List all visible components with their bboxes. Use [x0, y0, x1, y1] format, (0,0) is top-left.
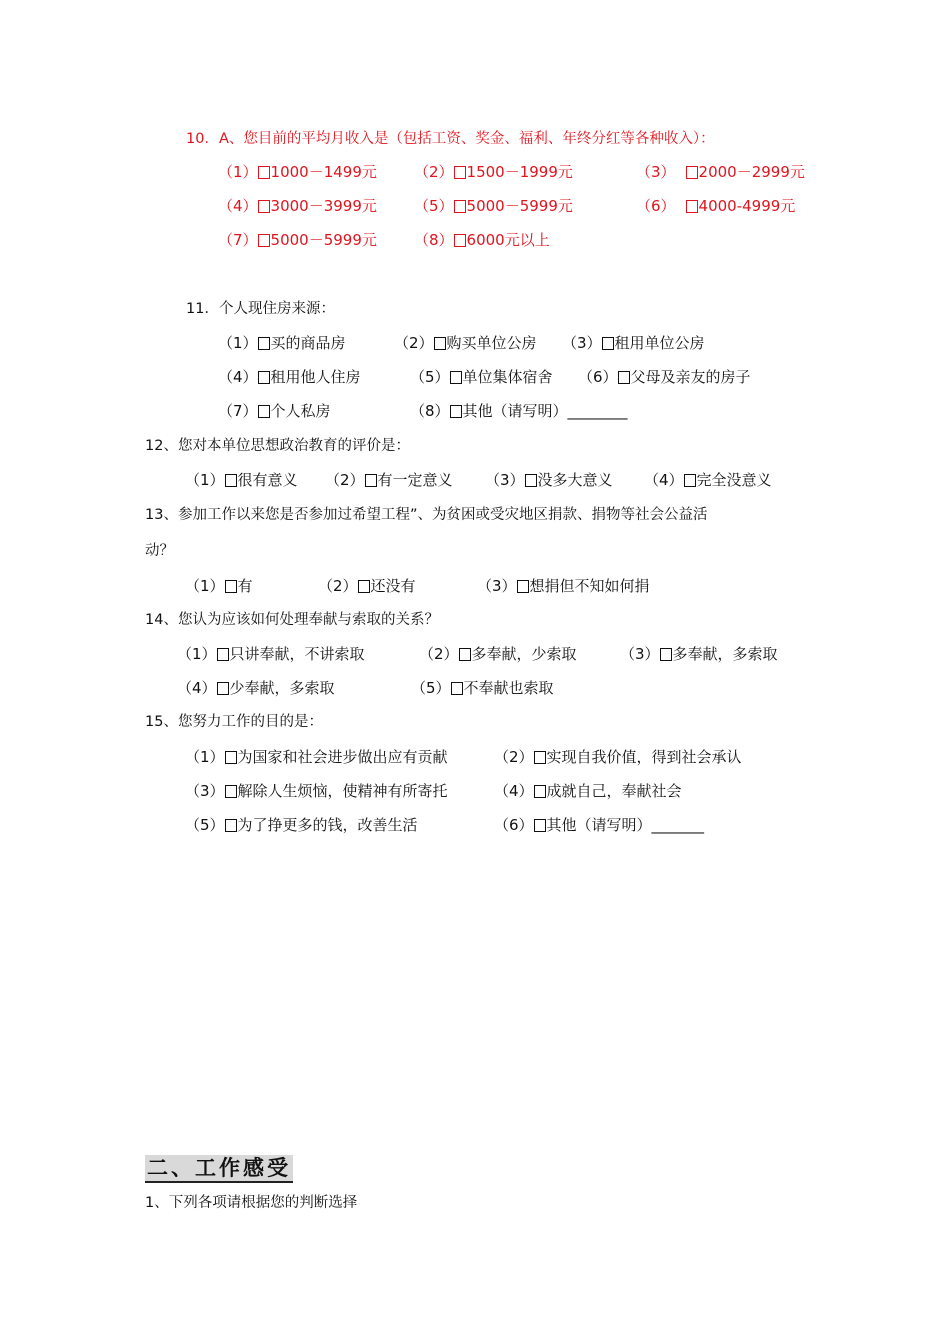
- q12-option-1[interactable]: （1） 很有意义: [185, 471, 298, 489]
- checkbox[interactable]: [451, 682, 463, 695]
- checkbox[interactable]: [454, 200, 466, 213]
- checkbox[interactable]: [258, 371, 270, 384]
- checkbox[interactable]: [686, 200, 698, 213]
- section-heading: 二、工作感受: [145, 1155, 293, 1183]
- checkbox[interactable]: [225, 785, 237, 798]
- checkbox[interactable]: [258, 405, 270, 418]
- q14-option-3[interactable]: （3） 多奉献，多索取: [620, 645, 778, 663]
- checkbox[interactable]: [602, 337, 614, 350]
- checkbox[interactable]: [450, 371, 462, 384]
- q13-option-3[interactable]: （3） 想捐但不知如何捐: [477, 577, 650, 595]
- q11-option-1[interactable]: （1） 买的商品房: [218, 334, 346, 352]
- checkbox[interactable]: [459, 648, 471, 661]
- q10-option-8[interactable]: （8） 6000元以上: [414, 231, 550, 249]
- question-15-title: 15、您努力工作的目的是：: [145, 714, 323, 730]
- q15-option-5[interactable]: （5） 为了挣更多的钱，改善生活: [185, 816, 418, 834]
- q15-option-2[interactable]: （2） 实现自我价值，得到社会承认: [494, 748, 742, 766]
- checkbox[interactable]: [217, 648, 229, 661]
- question-12-title: 12、您对本单位思想政治教育的评价是：: [145, 438, 410, 454]
- checkbox[interactable]: [258, 166, 270, 179]
- q13-option-2[interactable]: （2） 还没有: [318, 577, 416, 595]
- q11-option-7[interactable]: （7） 个人私房: [218, 402, 331, 420]
- checkbox[interactable]: [454, 166, 466, 179]
- q15-option-6[interactable]: （6） 其他（请写明）_______: [494, 816, 705, 834]
- checkbox[interactable]: [534, 751, 546, 764]
- q14-option-1[interactable]: （1） 只讲奉献，不讲索取: [177, 645, 365, 663]
- q15-option-3[interactable]: （3） 解除人生烦恼，使精神有所寄托: [185, 782, 448, 800]
- checkbox[interactable]: [365, 474, 377, 487]
- q10-option-5[interactable]: （5） 5000－5999元: [414, 197, 573, 215]
- checkbox[interactable]: [686, 166, 698, 179]
- question-11-title: 11．个人现住房来源：: [186, 301, 335, 317]
- checkbox[interactable]: [258, 337, 270, 350]
- q12-option-2[interactable]: （2） 有一定意义: [325, 471, 453, 489]
- checkbox[interactable]: [225, 580, 237, 593]
- q10-option-6[interactable]: （6） 4000-4999元: [636, 197, 796, 215]
- q10-option-4[interactable]: （4） 3000－3999元: [218, 197, 377, 215]
- q14-option-4[interactable]: （4） 少奉献，多索取: [177, 679, 335, 697]
- checkbox[interactable]: [258, 234, 270, 247]
- q12-option-3[interactable]: （3） 没多大意义: [485, 471, 613, 489]
- q11-option-2[interactable]: （2） 购买单位公房: [394, 334, 537, 352]
- q14-option-5[interactable]: （5） 不奉献也索取: [411, 679, 554, 697]
- checkbox[interactable]: [454, 234, 466, 247]
- question-13-title-continued: 动？: [145, 543, 174, 559]
- checkbox[interactable]: [525, 474, 537, 487]
- q11-option-3[interactable]: （3） 租用单位公房: [562, 334, 705, 352]
- checkbox[interactable]: [534, 819, 546, 832]
- q15-option-4[interactable]: （4） 成就自己，奉献社会: [494, 782, 682, 800]
- checkbox[interactable]: [618, 371, 630, 384]
- q10-option-1[interactable]: （1） 1000－1499元: [218, 163, 377, 181]
- checkbox[interactable]: [217, 682, 229, 695]
- q11-option-8[interactable]: （8） 其他（请写明）________: [410, 402, 628, 420]
- q10-option-3[interactable]: （3） 2000－2999元: [636, 163, 805, 181]
- checkbox[interactable]: [517, 580, 529, 593]
- checkbox[interactable]: [225, 474, 237, 487]
- checkbox[interactable]: [225, 751, 237, 764]
- q10-option-7[interactable]: （7） 5000－5999元: [218, 231, 377, 249]
- q13-option-1[interactable]: （1） 有: [185, 577, 253, 595]
- checkbox[interactable]: [225, 819, 237, 832]
- checkbox[interactable]: [660, 648, 672, 661]
- q14-option-2[interactable]: （2） 多奉献，少索取: [419, 645, 577, 663]
- question-13-title: 13、参加工作以来您是否参加过希望工程”、为贫困或受灾地区捐款、捐物等社会公益活: [145, 507, 708, 523]
- q15-option-1[interactable]: （1） 为国家和社会进步做出应有贡献: [185, 748, 448, 766]
- checkbox[interactable]: [358, 580, 370, 593]
- question-14-title: 14、您认为应该如何处理奉献与索取的关系？: [145, 612, 439, 628]
- q11-option-5[interactable]: （5） 单位集体宿舍: [410, 368, 553, 386]
- q11-option-4[interactable]: （4） 租用他人住房: [218, 368, 361, 386]
- question-10-title: 10．A、您目前的平均月收入是（包括工资、奖金、福利、年终分红等各种收入）：: [186, 131, 715, 147]
- q12-option-4[interactable]: （4） 完全没意义: [644, 471, 772, 489]
- checkbox[interactable]: [258, 200, 270, 213]
- section-2-item-1: 1、下列各项请根据您的判断选择: [145, 1195, 358, 1211]
- q11-option-6[interactable]: （6） 父母及亲友的房子: [578, 368, 751, 386]
- checkbox[interactable]: [534, 785, 546, 798]
- q10-option-2[interactable]: （2） 1500－1999元: [414, 163, 573, 181]
- checkbox[interactable]: [684, 474, 696, 487]
- checkbox[interactable]: [434, 337, 446, 350]
- checkbox[interactable]: [450, 405, 462, 418]
